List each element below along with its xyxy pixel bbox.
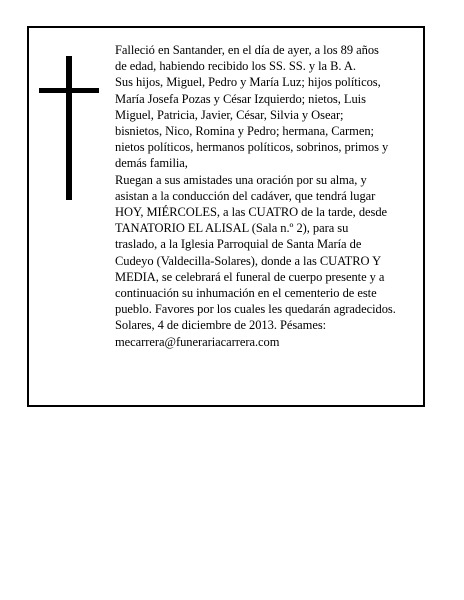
obituary-notice-frame	[27, 26, 425, 407]
notice-line: HOY, MIÉRCOLES, a las CUATRO de la tarde, desde	[115, 205, 388, 220]
notice-line: María Josefa Pozas y César Izquierdo; nietos, Luis	[115, 91, 366, 106]
notice-line: pueblo. Favores por los cuales les quedarán agradecidos.	[115, 302, 396, 317]
notice-line: traslado, a la Iglesia Parroquial de Santa María de	[115, 237, 362, 252]
cross-vertical-bar	[66, 56, 72, 200]
notice-line: demás familia,	[115, 156, 188, 171]
latin-cross-icon	[39, 56, 99, 200]
notice-line: Sus hijos, Miguel, Pedro y María Luz; hijos políticos,	[115, 75, 381, 90]
notice-line: bisnietos, Nico, Romina y Pedro; hermana, Carmen;	[115, 124, 374, 139]
cross-horizontal-bar	[39, 88, 99, 93]
notice-line: TANATORIO EL ALISAL (Sala n.º 2), para su	[115, 221, 349, 236]
notice-line: nietos políticos, hermanos políticos, sobrinos, primos y	[115, 140, 389, 155]
notice-line: Ruegan a sus amistades una oración por su alma, y	[115, 172, 367, 187]
notice-line: continuación su inhumación en el cementerio de este	[115, 286, 377, 301]
notice-line: Falleció en Santander, en el día de ayer, a los 89 años	[115, 43, 379, 57]
notice-line: asistan a la conducción del cadáver, que tendrá lugar	[115, 188, 376, 203]
notice-line: Solares, 4 de diciembre de 2013. Pésames:	[115, 318, 327, 333]
notice-line: MEDIA, se celebrará el funeral de cuerpo presente y a	[115, 269, 385, 284]
notice-line: Cudeyo (Valdecilla-Solares), donde a las CUATRO Y	[115, 253, 382, 268]
obituary-text	[115, 42, 425, 350]
notice-line: mecarrera@funerariacarrera.com	[115, 334, 280, 349]
notice-line: de edad, habiendo recibido los SS. SS. y la B. A.	[115, 59, 356, 74]
notice-line: Miguel, Patricia, Javier, César, Silvia y Osear;	[115, 107, 344, 122]
